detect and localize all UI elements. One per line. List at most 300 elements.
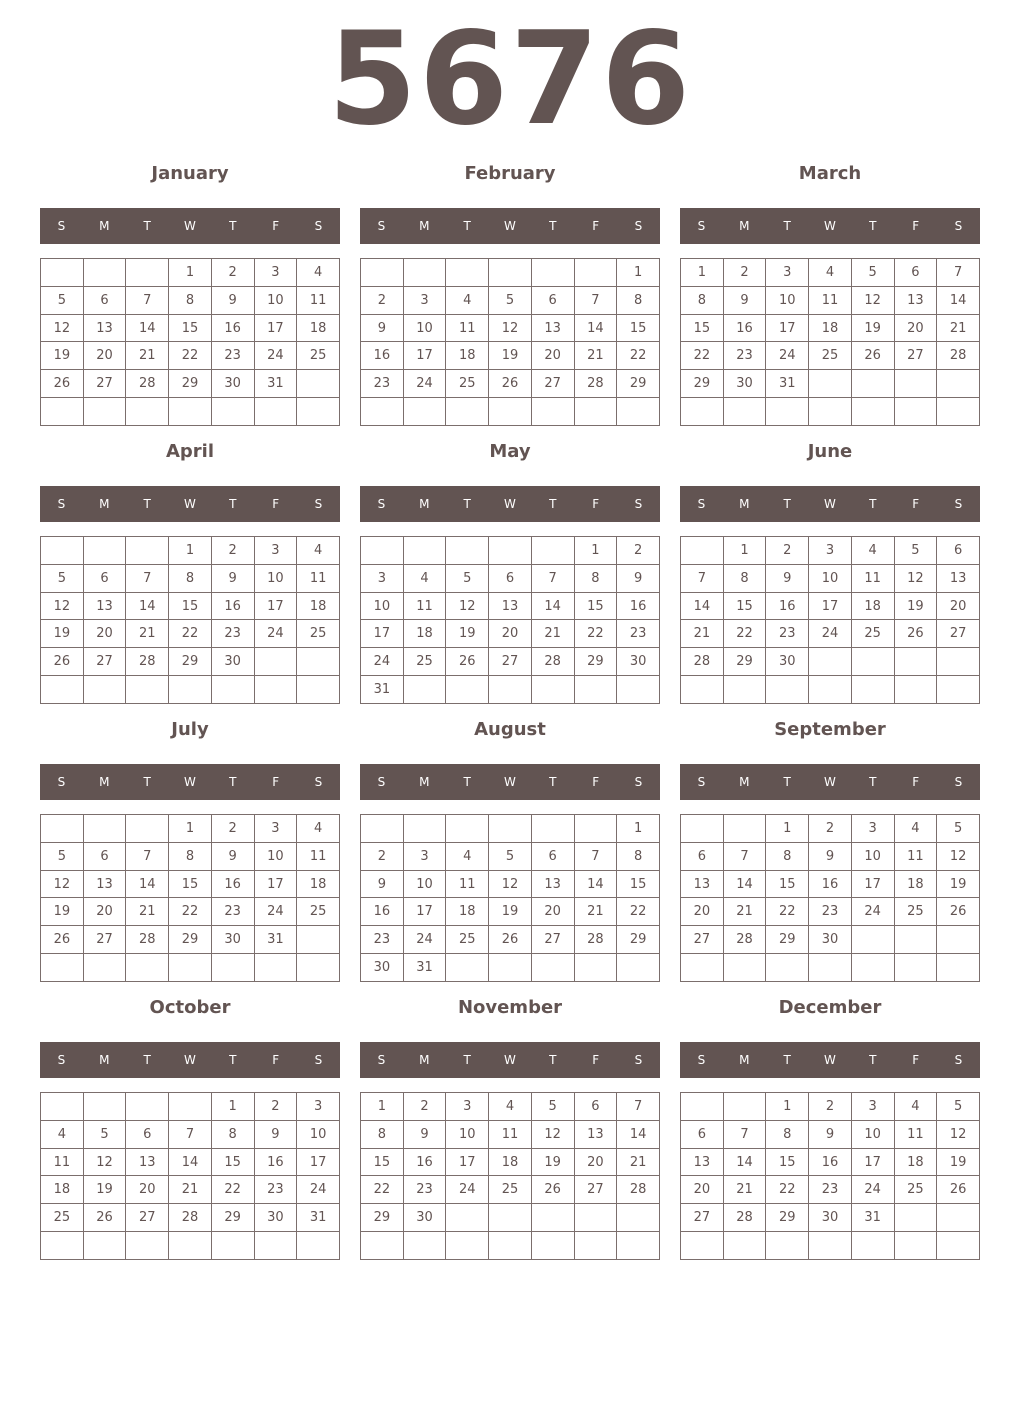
week-row [41, 954, 340, 982]
day-cell: 8 [766, 842, 809, 870]
day-cell: 11 [851, 564, 894, 592]
day-cell: 18 [297, 314, 340, 342]
day-cell: 27 [531, 370, 574, 398]
week-row [361, 398, 660, 426]
day-cell [489, 537, 532, 565]
day-cell: 22 [766, 898, 809, 926]
day-cell: 25 [894, 898, 937, 926]
day-cell: 2 [361, 286, 404, 314]
weekday-label: T [143, 775, 151, 789]
week-row [41, 537, 340, 565]
day-cell: 9 [211, 286, 254, 314]
weekday-label: T [229, 1053, 237, 1067]
day-cell: 15 [723, 592, 766, 620]
day-cell [851, 954, 894, 982]
day-cell: 3 [446, 1093, 489, 1121]
day-cell [681, 398, 724, 426]
day-cell: 29 [211, 1204, 254, 1232]
day-cell [126, 1232, 169, 1260]
day-cell [126, 815, 169, 843]
day-cell: 2 [403, 1093, 446, 1121]
day-cell: 18 [446, 342, 489, 370]
day-cell: 5 [531, 1093, 574, 1121]
day-cell: 1 [169, 537, 212, 565]
day-cell: 23 [809, 898, 852, 926]
week-row [41, 398, 340, 426]
week-row [361, 648, 660, 676]
week-row [361, 898, 660, 926]
day-cell: 4 [894, 815, 937, 843]
weekday-label: S [377, 219, 386, 233]
day-cell [254, 1232, 297, 1260]
day-cell: 14 [169, 1148, 212, 1176]
day-cell: 4 [489, 1093, 532, 1121]
day-cell: 26 [531, 1176, 574, 1204]
day-cell [254, 954, 297, 982]
day-grid [40, 1092, 340, 1260]
day-cell [937, 370, 980, 398]
week-row [361, 1148, 660, 1176]
week-row [361, 815, 660, 843]
day-cell: 5 [83, 1120, 126, 1148]
day-cell [574, 259, 617, 287]
day-cell [489, 676, 532, 704]
weekday-header [680, 764, 980, 800]
day-cell [83, 1232, 126, 1260]
day-cell: 30 [617, 648, 660, 676]
day-grid [40, 536, 340, 704]
day-cell [851, 1232, 894, 1260]
day-cell: 4 [851, 537, 894, 565]
day-cell [297, 398, 340, 426]
day-cell [41, 398, 84, 426]
day-cell: 30 [723, 370, 766, 398]
day-cell: 10 [851, 842, 894, 870]
day-cell [617, 954, 660, 982]
day-cell [809, 676, 852, 704]
day-cell: 11 [809, 286, 852, 314]
weekday-label: W [824, 219, 836, 233]
day-cell: 12 [894, 564, 937, 592]
day-cell [723, 398, 766, 426]
day-cell: 19 [937, 1148, 980, 1176]
week-row [41, 648, 340, 676]
weekday-label: M [99, 497, 110, 511]
day-cell [297, 370, 340, 398]
week-row [41, 1120, 340, 1148]
day-cell: 3 [403, 286, 446, 314]
day-cell: 3 [809, 537, 852, 565]
day-cell [723, 676, 766, 704]
day-cell [446, 398, 489, 426]
day-cell: 2 [809, 1093, 852, 1121]
day-cell [809, 954, 852, 982]
day-cell: 13 [83, 870, 126, 898]
month-title: January [151, 163, 229, 184]
day-cell: 13 [681, 870, 724, 898]
weekday-label: F [272, 497, 280, 511]
day-cell [617, 398, 660, 426]
day-cell: 23 [809, 1176, 852, 1204]
month-title: June [807, 441, 853, 462]
day-cell [617, 676, 660, 704]
day-cell: 19 [41, 620, 84, 648]
week-row [41, 314, 340, 342]
day-cell: 15 [169, 314, 212, 342]
weekday-label: F [592, 1053, 600, 1067]
week-row [681, 620, 980, 648]
day-cell: 7 [169, 1120, 212, 1148]
day-cell [297, 954, 340, 982]
day-cell: 31 [403, 954, 446, 982]
day-cell: 19 [41, 898, 84, 926]
day-cell: 29 [574, 648, 617, 676]
day-cell: 4 [41, 1120, 84, 1148]
day-cell: 18 [894, 1148, 937, 1176]
day-cell: 25 [41, 1204, 84, 1232]
day-cell: 8 [361, 1120, 404, 1148]
day-cell: 9 [809, 1120, 852, 1148]
weekday-label: F [592, 497, 600, 511]
day-cell: 7 [531, 564, 574, 592]
day-cell: 28 [723, 926, 766, 954]
day-cell [489, 815, 532, 843]
weekday-label: T [783, 1053, 791, 1067]
day-cell: 20 [574, 1148, 617, 1176]
weekday-label: T [869, 1053, 877, 1067]
day-cell [937, 926, 980, 954]
week-row [41, 370, 340, 398]
day-cell: 4 [297, 537, 340, 565]
day-cell [361, 398, 404, 426]
day-cell: 11 [297, 564, 340, 592]
day-cell: 14 [617, 1120, 660, 1148]
week-row [681, 342, 980, 370]
day-cell: 20 [531, 342, 574, 370]
day-cell: 28 [681, 648, 724, 676]
weekday-label: T [549, 497, 557, 511]
weekday-label: T [229, 219, 237, 233]
day-cell [361, 259, 404, 287]
day-cell [297, 1232, 340, 1260]
day-cell [681, 676, 724, 704]
day-cell: 27 [894, 342, 937, 370]
weekday-label: T [143, 1053, 151, 1067]
day-cell: 25 [894, 1176, 937, 1204]
day-cell: 26 [937, 1176, 980, 1204]
day-cell: 15 [211, 1148, 254, 1176]
day-cell [41, 537, 84, 565]
weekday-header [360, 486, 660, 522]
day-cell: 20 [489, 620, 532, 648]
day-cell: 10 [809, 564, 852, 592]
day-cell [403, 676, 446, 704]
day-cell: 3 [297, 1093, 340, 1121]
weekday-label: F [912, 497, 920, 511]
day-cell: 25 [297, 898, 340, 926]
weekday-label: W [824, 497, 836, 511]
day-cell [489, 954, 532, 982]
day-grid [680, 536, 980, 704]
day-cell: 21 [937, 314, 980, 342]
day-cell: 6 [83, 842, 126, 870]
weekday-label: F [592, 219, 600, 233]
day-cell: 22 [723, 620, 766, 648]
day-cell: 24 [361, 648, 404, 676]
day-cell [574, 1232, 617, 1260]
day-cell: 26 [41, 370, 84, 398]
weekday-label: S [697, 219, 706, 233]
day-cell: 13 [531, 314, 574, 342]
weekday-label: T [869, 219, 877, 233]
day-cell: 28 [723, 1204, 766, 1232]
weekday-label: T [463, 775, 471, 789]
week-row [41, 815, 340, 843]
day-cell: 6 [489, 564, 532, 592]
day-cell: 16 [766, 592, 809, 620]
day-cell: 30 [211, 370, 254, 398]
day-cell: 10 [766, 286, 809, 314]
day-grid [360, 536, 660, 704]
week-row [41, 1176, 340, 1204]
weekday-label: S [954, 219, 963, 233]
month-title: October [149, 997, 231, 1018]
day-cell: 4 [809, 259, 852, 287]
week-row [361, 342, 660, 370]
weekday-label: T [229, 497, 237, 511]
day-cell [446, 1204, 489, 1232]
day-cell: 1 [211, 1093, 254, 1121]
day-cell [809, 648, 852, 676]
day-grid [680, 258, 980, 426]
day-cell: 1 [723, 537, 766, 565]
day-cell: 16 [809, 1148, 852, 1176]
weekday-label: F [592, 775, 600, 789]
day-cell: 20 [894, 314, 937, 342]
week-row [681, 898, 980, 926]
weekday-label: W [184, 775, 196, 789]
day-cell: 28 [126, 370, 169, 398]
day-cell: 15 [766, 870, 809, 898]
day-cell [83, 1093, 126, 1121]
week-row [681, 1204, 980, 1232]
day-cell [937, 1232, 980, 1260]
day-cell: 2 [766, 537, 809, 565]
day-cell [169, 954, 212, 982]
day-cell [531, 815, 574, 843]
day-cell: 15 [617, 314, 660, 342]
weekday-label: W [504, 775, 516, 789]
day-cell: 16 [723, 314, 766, 342]
day-cell: 7 [937, 259, 980, 287]
weekday-label: S [57, 497, 66, 511]
day-cell: 14 [126, 870, 169, 898]
day-cell [361, 537, 404, 565]
weekday-header [360, 764, 660, 800]
day-cell [254, 398, 297, 426]
day-cell [403, 537, 446, 565]
day-cell: 17 [254, 870, 297, 898]
day-cell: 9 [361, 870, 404, 898]
day-cell [211, 954, 254, 982]
day-cell: 23 [361, 370, 404, 398]
day-cell: 4 [894, 1093, 937, 1121]
day-cell: 23 [766, 620, 809, 648]
weekday-header [360, 1042, 660, 1078]
weekday-label: T [783, 497, 791, 511]
day-cell [361, 815, 404, 843]
day-cell: 8 [574, 564, 617, 592]
day-cell: 31 [297, 1204, 340, 1232]
day-cell: 13 [937, 564, 980, 592]
day-cell: 4 [297, 815, 340, 843]
day-cell [403, 815, 446, 843]
week-row [361, 842, 660, 870]
day-cell: 28 [126, 648, 169, 676]
day-cell: 22 [766, 1176, 809, 1204]
day-cell: 16 [211, 592, 254, 620]
month-title: March [798, 163, 862, 184]
day-cell [83, 676, 126, 704]
day-cell [723, 1232, 766, 1260]
day-cell: 7 [574, 286, 617, 314]
day-cell: 15 [169, 592, 212, 620]
day-cell [126, 954, 169, 982]
day-cell: 25 [297, 620, 340, 648]
day-cell: 18 [489, 1148, 532, 1176]
day-cell: 4 [446, 842, 489, 870]
day-cell: 29 [766, 926, 809, 954]
day-cell: 18 [403, 620, 446, 648]
day-cell: 12 [531, 1120, 574, 1148]
day-cell [83, 259, 126, 287]
day-cell [446, 1232, 489, 1260]
day-cell [894, 648, 937, 676]
day-cell [894, 676, 937, 704]
day-cell: 17 [809, 592, 852, 620]
day-cell: 6 [574, 1093, 617, 1121]
day-cell: 10 [851, 1120, 894, 1148]
week-row [681, 564, 980, 592]
week-row [681, 286, 980, 314]
day-cell: 8 [169, 564, 212, 592]
day-cell [723, 815, 766, 843]
day-cell [169, 398, 212, 426]
day-cell: 24 [851, 1176, 894, 1204]
day-cell: 11 [297, 842, 340, 870]
day-cell: 30 [809, 926, 852, 954]
day-cell: 18 [297, 870, 340, 898]
day-grid [360, 258, 660, 426]
day-cell [766, 398, 809, 426]
day-cell: 17 [297, 1148, 340, 1176]
day-cell: 29 [169, 648, 212, 676]
day-cell: 23 [211, 898, 254, 926]
day-cell: 23 [361, 926, 404, 954]
week-row [681, 648, 980, 676]
day-cell: 8 [169, 842, 212, 870]
weekday-label: T [869, 497, 877, 511]
day-cell: 8 [766, 1120, 809, 1148]
weekday-header [680, 486, 980, 522]
day-cell: 27 [489, 648, 532, 676]
day-cell: 28 [574, 370, 617, 398]
day-cell [681, 815, 724, 843]
week-row [41, 926, 340, 954]
day-cell [254, 676, 297, 704]
day-cell: 30 [403, 1204, 446, 1232]
day-cell [681, 1232, 724, 1260]
day-cell: 18 [41, 1176, 84, 1204]
day-cell: 9 [766, 564, 809, 592]
week-row [41, 898, 340, 926]
week-row [41, 870, 340, 898]
day-cell [403, 398, 446, 426]
day-cell [297, 926, 340, 954]
day-cell: 29 [361, 1204, 404, 1232]
weekday-label: M [739, 1053, 750, 1067]
day-cell: 22 [574, 620, 617, 648]
day-cell: 25 [851, 620, 894, 648]
day-cell: 9 [211, 842, 254, 870]
day-cell [937, 398, 980, 426]
day-cell: 19 [894, 592, 937, 620]
week-row [361, 259, 660, 287]
day-cell [126, 259, 169, 287]
day-cell: 20 [83, 620, 126, 648]
day-cell [531, 398, 574, 426]
day-cell: 3 [403, 842, 446, 870]
day-cell: 15 [766, 1148, 809, 1176]
weekday-label: W [184, 497, 196, 511]
day-cell [489, 1232, 532, 1260]
day-cell [809, 1232, 852, 1260]
day-cell: 9 [361, 314, 404, 342]
week-row [41, 1093, 340, 1121]
weekday-header [680, 208, 980, 244]
day-cell: 26 [83, 1204, 126, 1232]
day-grid [40, 814, 340, 982]
day-cell: 3 [254, 815, 297, 843]
day-cell: 16 [254, 1148, 297, 1176]
day-cell: 14 [531, 592, 574, 620]
weekday-label: S [634, 1053, 643, 1067]
weekday-label: T [229, 775, 237, 789]
day-cell: 9 [617, 564, 660, 592]
weekday-label: W [504, 1053, 516, 1067]
day-cell [297, 648, 340, 676]
day-cell: 1 [617, 815, 660, 843]
day-cell: 25 [297, 342, 340, 370]
day-cell: 26 [851, 342, 894, 370]
day-cell: 21 [574, 898, 617, 926]
day-cell [531, 259, 574, 287]
week-row [681, 676, 980, 704]
day-cell: 6 [681, 1120, 724, 1148]
day-cell: 2 [361, 842, 404, 870]
day-cell: 27 [574, 1176, 617, 1204]
day-cell: 31 [851, 1204, 894, 1232]
day-cell [894, 370, 937, 398]
day-cell: 7 [723, 842, 766, 870]
weekday-header [40, 486, 340, 522]
day-cell: 1 [766, 1093, 809, 1121]
day-cell: 3 [361, 564, 404, 592]
day-cell: 10 [254, 842, 297, 870]
week-row [41, 1148, 340, 1176]
day-cell [41, 259, 84, 287]
week-row [361, 870, 660, 898]
